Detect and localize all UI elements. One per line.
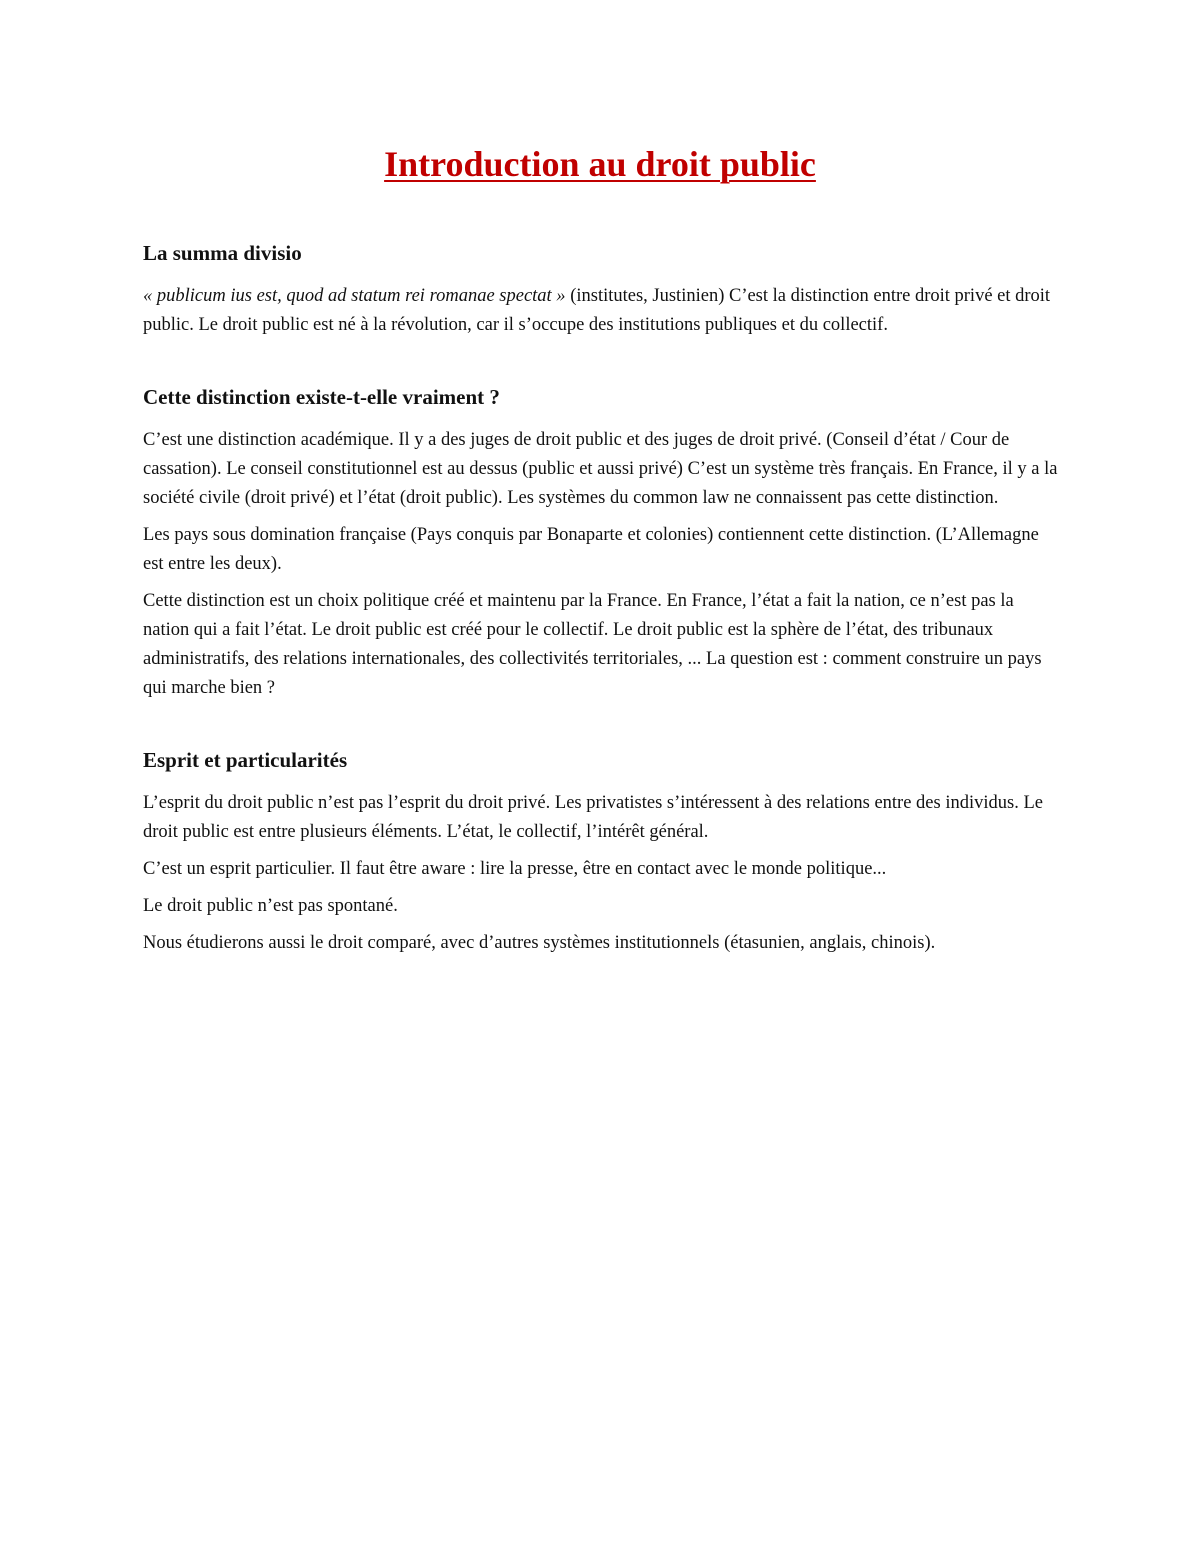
document-title: Introduction au droit public [384,144,816,184]
section-heading: Cette distinction existe-t-elle vraiment ? [143,385,500,409]
paragraph: Nous étudierons aussi le droit comparé, avec d’autres systèmes institutionnels (étasunien, anglais, chinois). [143,933,936,953]
document-body [143,238,1063,1000]
paragraph-text: (institutes, Justinien) C’est la distinction entre droit privé et droit public. Le droit public est né à la révolution, car il s’occupe des institutions publiques et du collectif. [143,286,1051,335]
paragraph: Les pays sous domination française (Pays conquis par Bonaparte et colonies) contiennent cette distinction. (L’Allemagne est entre les deux). [143,525,1039,574]
section-heading: La summa divisio [143,241,302,265]
latin-quote: « publicum ius est, quod ad statum rei romanae spectat » [143,286,566,306]
paragraph: C’est un esprit particulier. Il faut être aware : lire la presse, être en contact avec le monde politique... [143,859,887,879]
section-esprit [143,745,1063,958]
paragraph: L’esprit du droit public n’est pas l’esprit du droit privé. Les privatistes s’intéressent à des relations entre des individus. Le droit public est entre plusieurs éléments. L’état, le collectif, l’intérêt général. [143,793,1043,842]
paragraph: Cette distinction est un choix politique créé et maintenu par la France. En France, l’état a fait la nation, ce n’est pas la nation qui a fait l’état. Le droit public est créé pour le collectif. Le droit public est la sphère de l’état, des tribunaux administratifs, des relations internationales, des collectivités territoriales, ... La question est : comment construire un pays qui marche bien ? [143,591,1042,698]
paragraph: C’est une distinction académique. Il y a des juges de droit public et des juges de droit privé. (Conseil d’état / Cour de cassation). Le conseil constitutionnel est au dessus (public et aussi privé) C’est un système très français. En France, il y a la société civile (droit privé) et l’état (droit public). Les systèmes du common law ne connaissent pas cette distinction. [143,430,1058,508]
section-distinction [143,382,1063,703]
section-heading: Esprit et particularités [143,748,348,772]
paragraph: Le droit public n’est pas spontané. [143,896,398,916]
section-summa-divisio [143,238,1063,340]
paragraph [143,282,1063,340]
